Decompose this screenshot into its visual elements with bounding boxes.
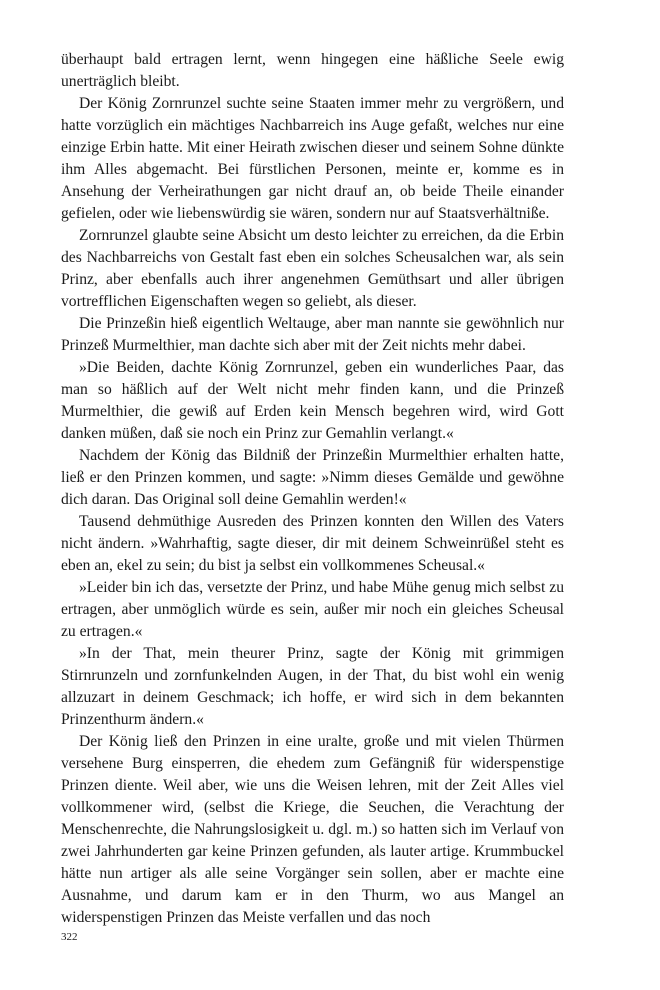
body-text: [61, 49, 564, 929]
paragraph-8: »Leider bin ich das, versetzte der Prinz, und habe Mühe genug mich selbst zu ertragen, aber unmöglich würde es sein, außer mir noch ein gleiches Scheusal zu ertragen.«: [61, 579, 564, 640]
paragraph-3: Zornrunzel glaubte seine Absicht um desto leichter zu erreichen, da die Erbin des Nachbarreichs von Gestalt fast eben ein solches Scheusalchen war, als sein Prinz, aber ebenfalls auch ihrer angenehmen Gemüthsart und aller übrigen vortrefflichen Eigenschaften wegen so geliebt, als dieser.: [61, 227, 564, 310]
paragraph-5: »Die Beiden, dachte König Zornrunzel, geben ein wunderliches Paar, das man so häßlich auf der Welt nicht mehr finden kann, und die Prinzeß Murmelthier, die gewiß auf Erden kein Mensch begehren wird, wird Gott danken müßen, daß sie noch ein Prinz zur Gemahlin verlangt.«: [61, 359, 564, 442]
paragraph-6: Nachdem der König das Bildniß der Prinzeßin Murmelthier erhalten hatte, ließ er den Prinzen kommen, und sagte: »Nimm dieses Gemälde und gewöhne dich daran. Das Original soll deine Gemahlin werden!«: [61, 447, 564, 508]
paragraph-4: Die Prinzeßin hieß eigentlich Weltauge, aber man nannte sie gewöhnlich nur Prinzeß Murmelthier, man dachte sich aber mit der Zeit nichts mehr dabei.: [61, 315, 564, 354]
paragraph-7: Tausend dehmüthige Ausreden des Prinzen konnten den Willen des Vaters nicht ändern. »Wahrhaftig, sagte dieser, dir mit deinem Schweinrüßel steht es eben an, ekel zu sein; du bist ja selbst ein vollkommenes Scheusal.«: [61, 513, 564, 574]
paragraph-2: Der König Zornrunzel suchte seine Staaten immer mehr zu vergrößern, und hatte vorzüglich ein mächtiges Nachbarreich ins Auge gefaßt, welches nur eine einzige Erbin hatte. Mit einer Heirath zwischen dieser und seinem Sohne dünkte ihm Alles abgemacht. Bei fürstlichen Personen, meinte er, komme es in Ansehung der Verheirathungen gar nicht drauf an, ob beide Theile einander gefielen, oder wie liebenswürdig sie wären, sondern nur auf Staatsverhältniße.: [61, 95, 564, 222]
paragraph-1: überhaupt bald ertragen lernt, wenn hingegen eine häßliche Seele ewig unerträglich bleibt.: [61, 51, 564, 90]
paragraph-10: Der König ließ den Prinzen in eine uralte, große und mit vielen Thürmen versehene Burg einsperren, die ehedem zum Gefängniß für widerspenstige Prinzen diente. Weil aber, wie uns die Weisen lehren, mit der Zeit Alles viel vollkommener wird, (selbst die Kriege, die Seuchen, die Verachtung der Menschenrechte, die Nahrungslosigkeit u. dgl. m.) so hatten sich im Verlauf von zwei Jahrhunderten gar keine Prinzen gefunden, als lauter artige. Krummbuckel hätte nun artiger als alle seine Vorgänger sein sollen, aber er machte eine Ausnahme, und darum kam er in den Thurm, wo aus Mangel an widerspenstigen Prinzen das Meiste verfallen und das noch: [61, 733, 564, 926]
page-number: 322: [61, 931, 78, 943]
paragraph-9: »In der That, mein theurer Prinz, sagte der König mit grimmigen Stirnrunzeln und zornfunkelnden Augen, in der That, du bist wohl ein wenig allzuzart in deinem Geschmack; ich hoffe, er wird sich in dem bekannten Prinzenthurm ändern.«: [61, 645, 564, 728]
